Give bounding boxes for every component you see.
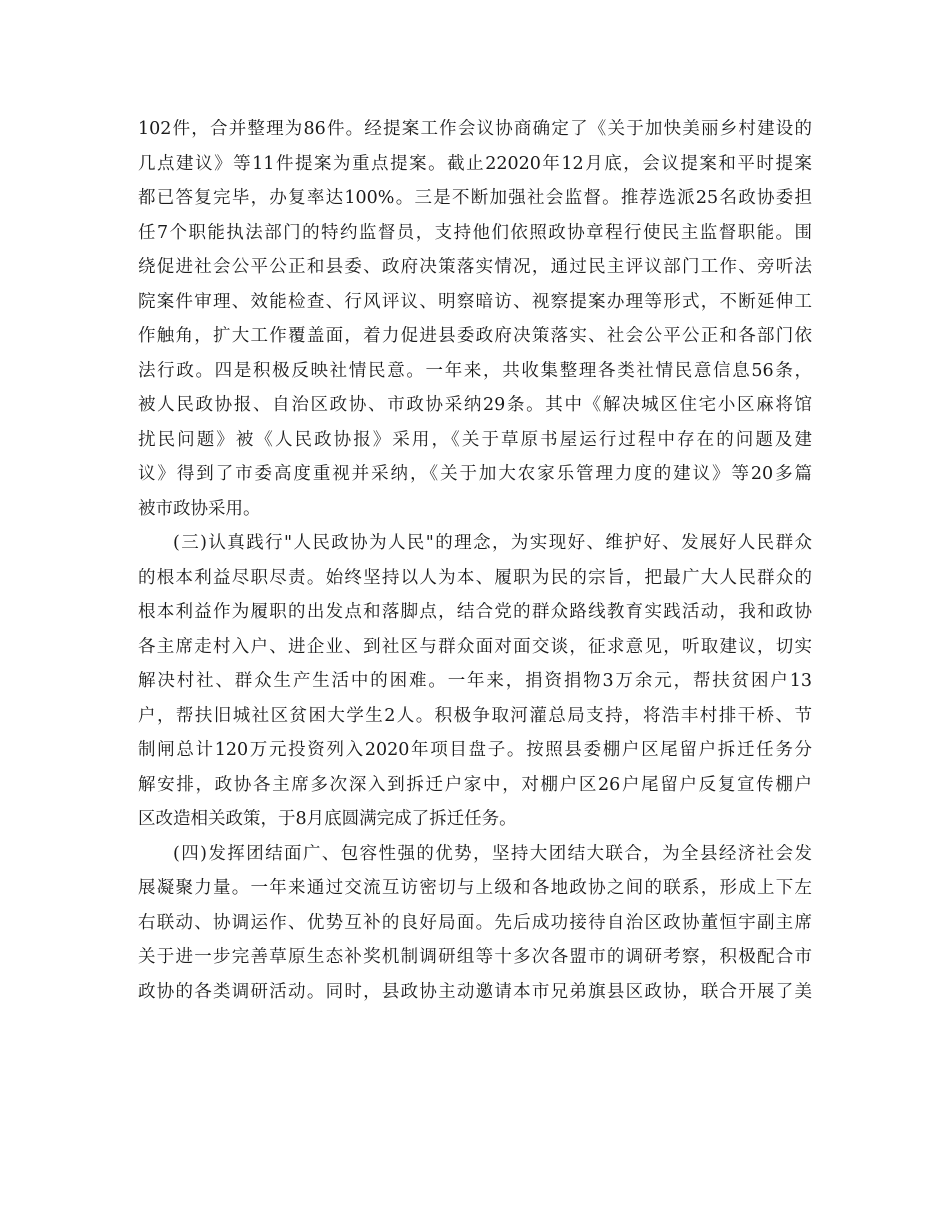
text-line: 展凝聚力量。一年来通过交流互访密切与上级和各地政协之间的联系，形成上下左 [138,878,812,898]
text-line: 都已答复完毕，办复率达100%。三是不断加强社会监督。推荐选派25名政协委担 [138,188,812,208]
paragraph [138,526,812,837]
paragraph [138,112,812,526]
text-line: 右联动、协调运作、优势互补的良好局面。先后成功接待自治区政协董恒宇副主席 [138,912,812,933]
text-line: 法行政。四是积极反映社情民意。一年来，共收集整理各类社情民意信息56条， [138,360,812,381]
text-line: (四)发挥团结面广、包容性强的优势，坚持大团结大联合，为全县经济社会发 [173,843,812,864]
text-line: 院案件审理、效能检查、行风评议、明察暗访、视察提案办理等形式，不断延伸工 [138,291,812,312]
text-line: 户，帮扶旧城社区贫困大学生2人。积极争取河灌总局支持，将浩丰村排干桥、节 [138,705,812,726]
text-line: 任7个职能执法部门的特约监督员，支持他们依照政协章程行使民主监督职能。围 [138,222,812,243]
document-body [138,112,812,1009]
text-line: 制闸总计120万元投资列入2020年项目盘子。按照县委棚户区尾留户拆迁任务分 [138,740,812,760]
text-line: 几点建议》等11件提案为重点提案。截止22020年12月底，会议提案和平时提案 [138,153,812,174]
text-line: 根本利益作为履职的出发点和落脚点，结合党的群众路线教育实践活动，我和政协 [138,602,812,622]
text-line: 被市政协采用。 [138,498,261,519]
text-line: 区改造相关政策，于8月底圆满完成了拆迁任务。 [138,809,517,829]
text-line: 议》得到了市委高度重视并采纳，《关于加大农家乐管理力度的建议》等20多篇 [138,464,812,484]
text-line: 解决村社、群众生产生活中的困难。一年来，捐资捐物3万余元，帮扶贫困户13 [138,671,812,691]
text-line: 绕促进社会公平公正和县委、政府决策落实情况，通过民主评议部门工作、旁听法 [138,257,812,277]
text-line: 解安排，政协各主席多次深入到拆迁户家中，对棚户区26户尾留户反复宣传棚户 [138,774,812,795]
text-line: 102件，合并整理为86件。经提案工作会议协商确定了《关于加快美丽乡村建设的 [138,119,812,139]
text-line: 的根本利益尽职尽责。始终坚持以人为本、履职为民的宗旨，把最广大人民群众的 [138,567,812,588]
text-line: 关于进一步完善草原生态补奖机制调研组等十多次各盟市的调研考察，积极配合市 [138,947,812,967]
text-line: 政协的各类调研活动。同时，县政协主动邀请本市兄弟旗县区政协，联合开展了美 [138,981,812,1002]
text-line: (三)认真践行"人民政协为人民"的理念，为实现好、维护好、发展好人民群众 [173,533,812,553]
text-line: 各主席走村入户、进企业、到社区与群众面对面交谈，征求意见，听取建议，切实 [138,636,812,657]
text-line: 作触角，扩大工作覆盖面，着力促进县委政府决策落实、社会公平公正和各部门依 [138,326,812,346]
text-line: 扰民问题》被《人民政协报》采用，《关于草原书屋运行过程中存在的问题及建 [138,429,812,450]
text-line: 被人民政协报、自治区政协、市政协采纳29条。其中《解决城区住宅小区麻将馆 [138,395,812,415]
paragraph [138,837,812,1010]
